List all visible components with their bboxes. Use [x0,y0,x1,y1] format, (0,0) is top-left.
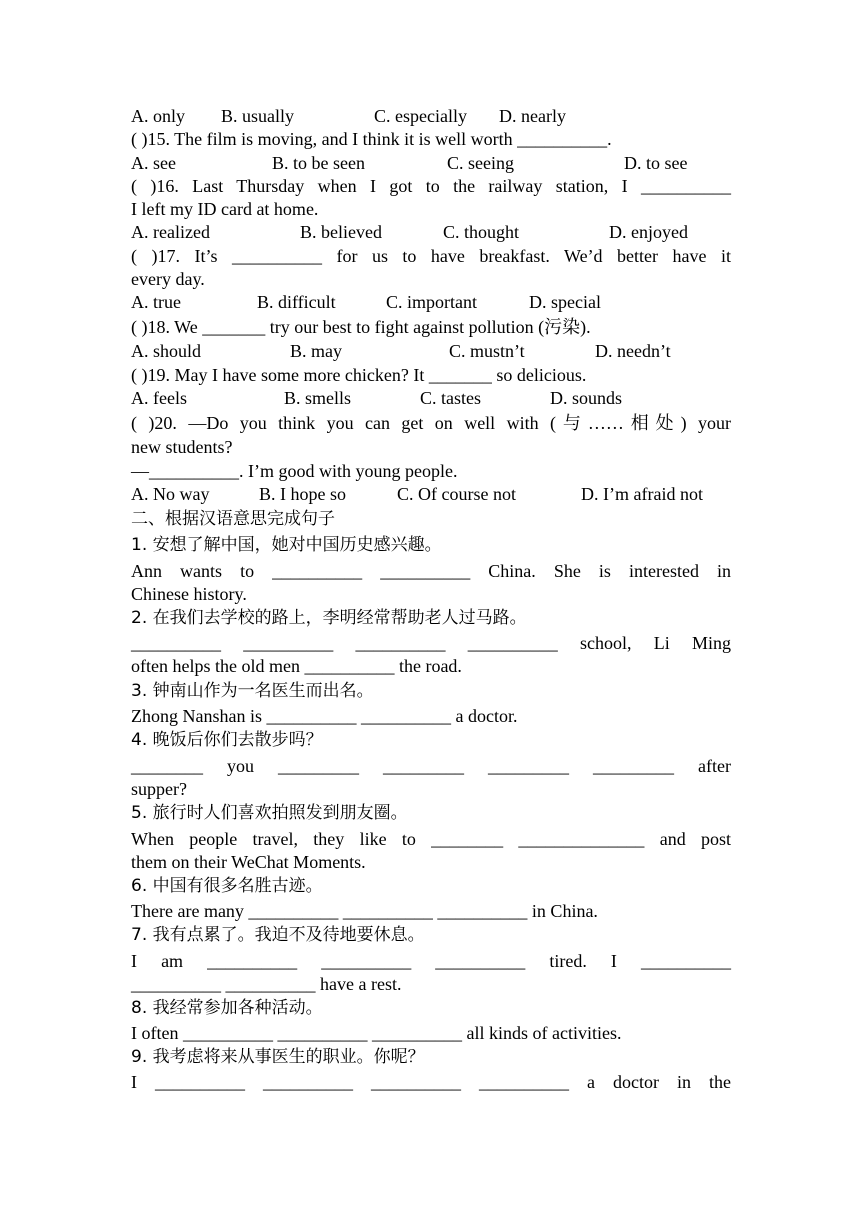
sentence-chinese: 1. 安想了解中国，她对中国历史感兴趣。 [131,535,442,555]
q19-question: ( )19. May I have some more chicken? It _______ so delicious. [131,365,587,385]
option: D. I’m afraid not [581,484,703,504]
sentence-chinese: 8. 我经常参加各种活动。 [131,998,323,1018]
option: C. thought [443,222,520,242]
option: B. may [290,341,342,361]
option: D. sounds [550,388,623,408]
q18-question: ( )18. We _______ try our best to fight against pollution (污染). [131,317,591,337]
sentence-english-cont: supper? [131,779,187,799]
option: C. Of course not [397,484,516,504]
option: A. realized [131,222,210,242]
q16-options [131,221,731,244]
q20-options [131,483,731,506]
q15-options [131,152,731,175]
sentence-chinese: 6. 中国有很多名胜古迹。 [131,876,323,896]
sentence-english: I often __________ __________ __________ all kinds of activities. [131,1023,622,1043]
q16-question: ( )16. Last Thursday when I got to the railway station, I __________ [131,176,731,196]
option: C. especially [374,106,467,126]
option: B. I hope so [259,484,346,504]
section-heading: 二、根据汉语意思完成句子 [131,509,335,529]
sentence-chinese: 5. 旅行时人们喜欢拍照发到朋友圈。 [131,803,408,823]
option: D. to see [624,153,688,173]
q20-dialogue: —__________. I’m good with young people. [131,461,458,481]
option: D. enjoyed [609,222,688,242]
option: A. see [131,153,176,173]
option: B. smells [284,388,352,408]
sentence-english: __________ __________ __________ __________ school, Li Ming [131,633,731,653]
q17-options [131,291,731,314]
option: D. needn’t [595,341,671,361]
sentence-chinese: 7. 我有点累了。我迫不及待地要休息。 [131,925,425,945]
option: A. No way [131,484,210,504]
q17-question: ( )17. It’s __________ for us to have breakfast. We’d better have it [131,246,731,266]
sentence-english-cont: often helps the old men __________ the road. [131,656,462,676]
sentence-english: I am __________ __________ __________ tired. I __________ [131,951,731,971]
q19-options [131,387,731,410]
option: C. tastes [420,388,481,408]
sentence-chinese: 3. 钟南山作为一名医生而出名。 [131,681,374,701]
q16-question-cont: I left my ID card at home. [131,199,319,219]
q18-options [131,340,731,363]
option: C. important [386,292,477,312]
q20-question-cont: new students? [131,437,233,457]
option: A. should [131,341,202,361]
sentence-english: There are many __________ __________ __________ in China. [131,901,598,921]
q15-question: ( )15. The film is moving, and I think it is well worth __________. [131,129,612,149]
q17-question-cont: every day. [131,269,205,289]
option: B. difficult [257,292,336,312]
sentence-english: Zhong Nanshan is __________ __________ a doctor. [131,706,518,726]
sentence-english: ________ you _________ _________ _________ _________ after [131,756,731,776]
option: D. special [529,292,601,312]
option: A. only [131,106,185,126]
sentence-english-cont: Chinese history. [131,584,247,604]
option: D. nearly [499,106,566,126]
sentence-english: I __________ __________ __________ __________ a doctor in the [131,1072,731,1092]
option: A. true [131,292,181,312]
option: B. usually [221,106,295,126]
option: C. seeing [447,153,514,173]
sentence-english-cont: them on their WeChat Moments. [131,852,366,872]
sentence-english: Ann wants to __________ __________ China. She is interested in [131,561,731,581]
sentence-chinese: 2. 在我们去学校的路上，李明经常帮助老人过马路。 [131,608,527,628]
option: B. believed [300,222,382,242]
option: A. feels [131,388,187,408]
option: C. mustn’t [449,341,525,361]
sentence-chinese: 9. 我考虑将来从事医生的职业。你呢？ [131,1047,425,1067]
option: B. to be seen [272,153,365,173]
q20-question: ( )20. —Do you think you can get on well with (与……相处) your [131,413,731,433]
sentence-chinese: 4. 晚饭后你们去散步吗？ [131,730,323,750]
sentence-english: When people travel, they like to ________ ______________ and post [131,829,731,849]
sentence-english-cont: __________ __________ have a rest. [131,974,402,994]
q14-options [131,105,731,128]
